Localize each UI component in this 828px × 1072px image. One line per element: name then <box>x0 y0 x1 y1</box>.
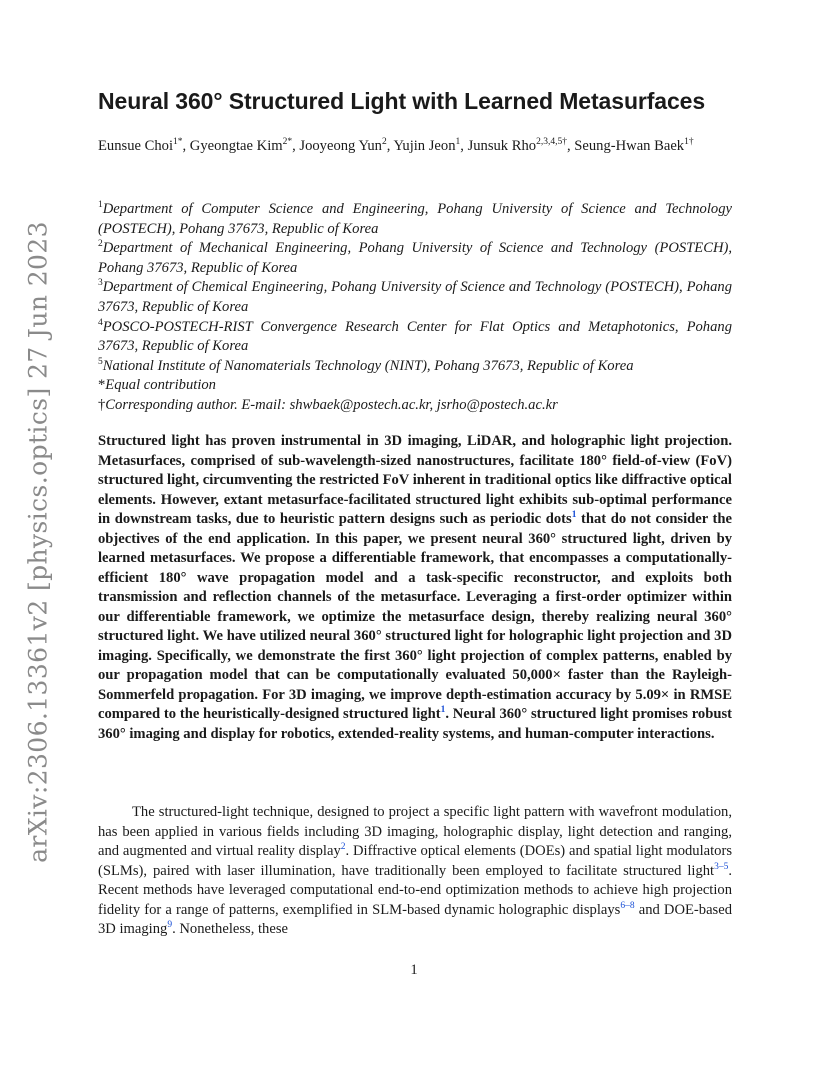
arxiv-identifier: arXiv:2306.13361v2 [physics.optics] 27 Jun 2023 <box>23 221 53 863</box>
affiliation: $^3$Department of Chemical Engineering, Pohang University of Science and Technology (POSTECH), Pohang 37673, Republic of Korea <box>98 278 732 315</box>
equal-contribution-note: *Equal contribution <box>98 377 216 394</box>
corresponding-author-note: †Corresponding author. E-mail: shwbaek@postech.ac.kr, jsrho@postech.ac.kr <box>98 396 558 413</box>
intro-paragraph: The structured-light technique, designed to project a specific light pattern with wavefront modulation, has been applied in various fields including 3D imaging, holographic display, light detection and ranging, and augmented and virtual reality display$^2$. Diffractive optical elements (DOEs) and spatial light modulators (SLMs), paired with laser illumination, have traditionally been employed to facilitate structured light$^{3-5}$. Recent methods have leveraged computational end-to-end optimization methods to achieve high projection fidelity for a range of patterns, exemplified in SLM-based dynamic holographic displays$^{6-8}$ and DOE-based 3D imaging$^9$. Nonetheless, these <box>98 804 733 937</box>
arxiv-sidebar <box>18 221 58 863</box>
affiliation: $^2$Department of Mechanical Engineering, Pohang University of Science and Technology (POSTECH), Pohang 37673, Republic of Korea <box>98 239 732 276</box>
affiliation-list <box>98 200 732 416</box>
paper-title: Neural 360° Structured Light with Learned Metasurfaces <box>98 88 706 114</box>
author: Gyeongtae Kim$^{2*}$, <box>189 137 300 154</box>
author: Junsuk Rho$^{2,3,4,5\dagger}$, <box>467 137 575 154</box>
author-list <box>98 136 732 157</box>
citation-link[interactable]: 9 <box>167 920 173 931</box>
citation-link[interactable]: 2 <box>340 842 346 853</box>
author: Eunsue Choi$^{1*}$, <box>98 137 190 154</box>
page-number: 1 <box>410 962 418 978</box>
citation-link[interactable]: 1 <box>440 705 446 716</box>
author: Jooyeong Yun$^2$, <box>299 137 394 154</box>
affiliation: $^5$National Institute of Nanomaterials Technology (NINT), Pohang 37673, Republic of Korea <box>98 356 634 374</box>
author: Yujin Jeon$^1$, <box>393 137 468 154</box>
abstract: Structured light has proven instrumental in 3D imaging, LiDAR, and holographic light projection. Metasurfaces, comprised of sub-wavelength-sized nanostructures, facilitate 180° field-of-view (FoV) structured light, circumventing the restricted FoV inherent in traditional optics like diffractive optical elements. However, extant metasurface-facilitated structured light exhibits sub-optimal performance in downstream tasks, due to heuristic pattern designs such as periodic dots$^1$ that do not consider the objectives of the end application. In this paper, we present neural 360° structured light, driven by learned metasurfaces. We propose a differentiable framework, that encompasses a computationally-efficient 180° wave propagation model and a task-specific reconstructor, and exploits both transmission and reflection channels of the metasurface. Leveraging a first-order optimizer within our differentiable framework, we optimize the metasurface design, thereby realizing neural 360° structured light. We have utilized neural 360° structured light for holographic light projection and 3D imaging. Specifically, we demonstrate the first 360° light projection of complex patterns, enabled by our propagation model that can be computationally evaluated 50,000× faster than the Rayleigh-Sommerfeld propagation. For 3D imaging, we improve depth-estimation accuracy by 5.09× in RMSE compared to the heuristically-designed structured light$^1$. Neural 360° structured light promises robust 360° imaging and display for robotics, extended-reality systems, and human-computer interactions. <box>98 433 732 742</box>
author: Seung-Hwan Baek$^{1\dagger}$ <box>574 137 694 154</box>
citation-link[interactable]: 6–8 <box>620 900 635 911</box>
citation-link[interactable]: 1 <box>571 510 577 521</box>
affiliation: $^4$POSCO-POSTECH-RIST Convergence Research Center for Flat Optics and Metaphotonics, Pohang 37673, Republic of Korea <box>98 317 732 355</box>
affiliation: $^1$Department of Computer Science and Engineering, Pohang University of Science and Technology (POSTECH), Pohang 37673, Republic of Korea <box>98 200 732 237</box>
citation-link[interactable]: 3–5 <box>714 861 729 872</box>
